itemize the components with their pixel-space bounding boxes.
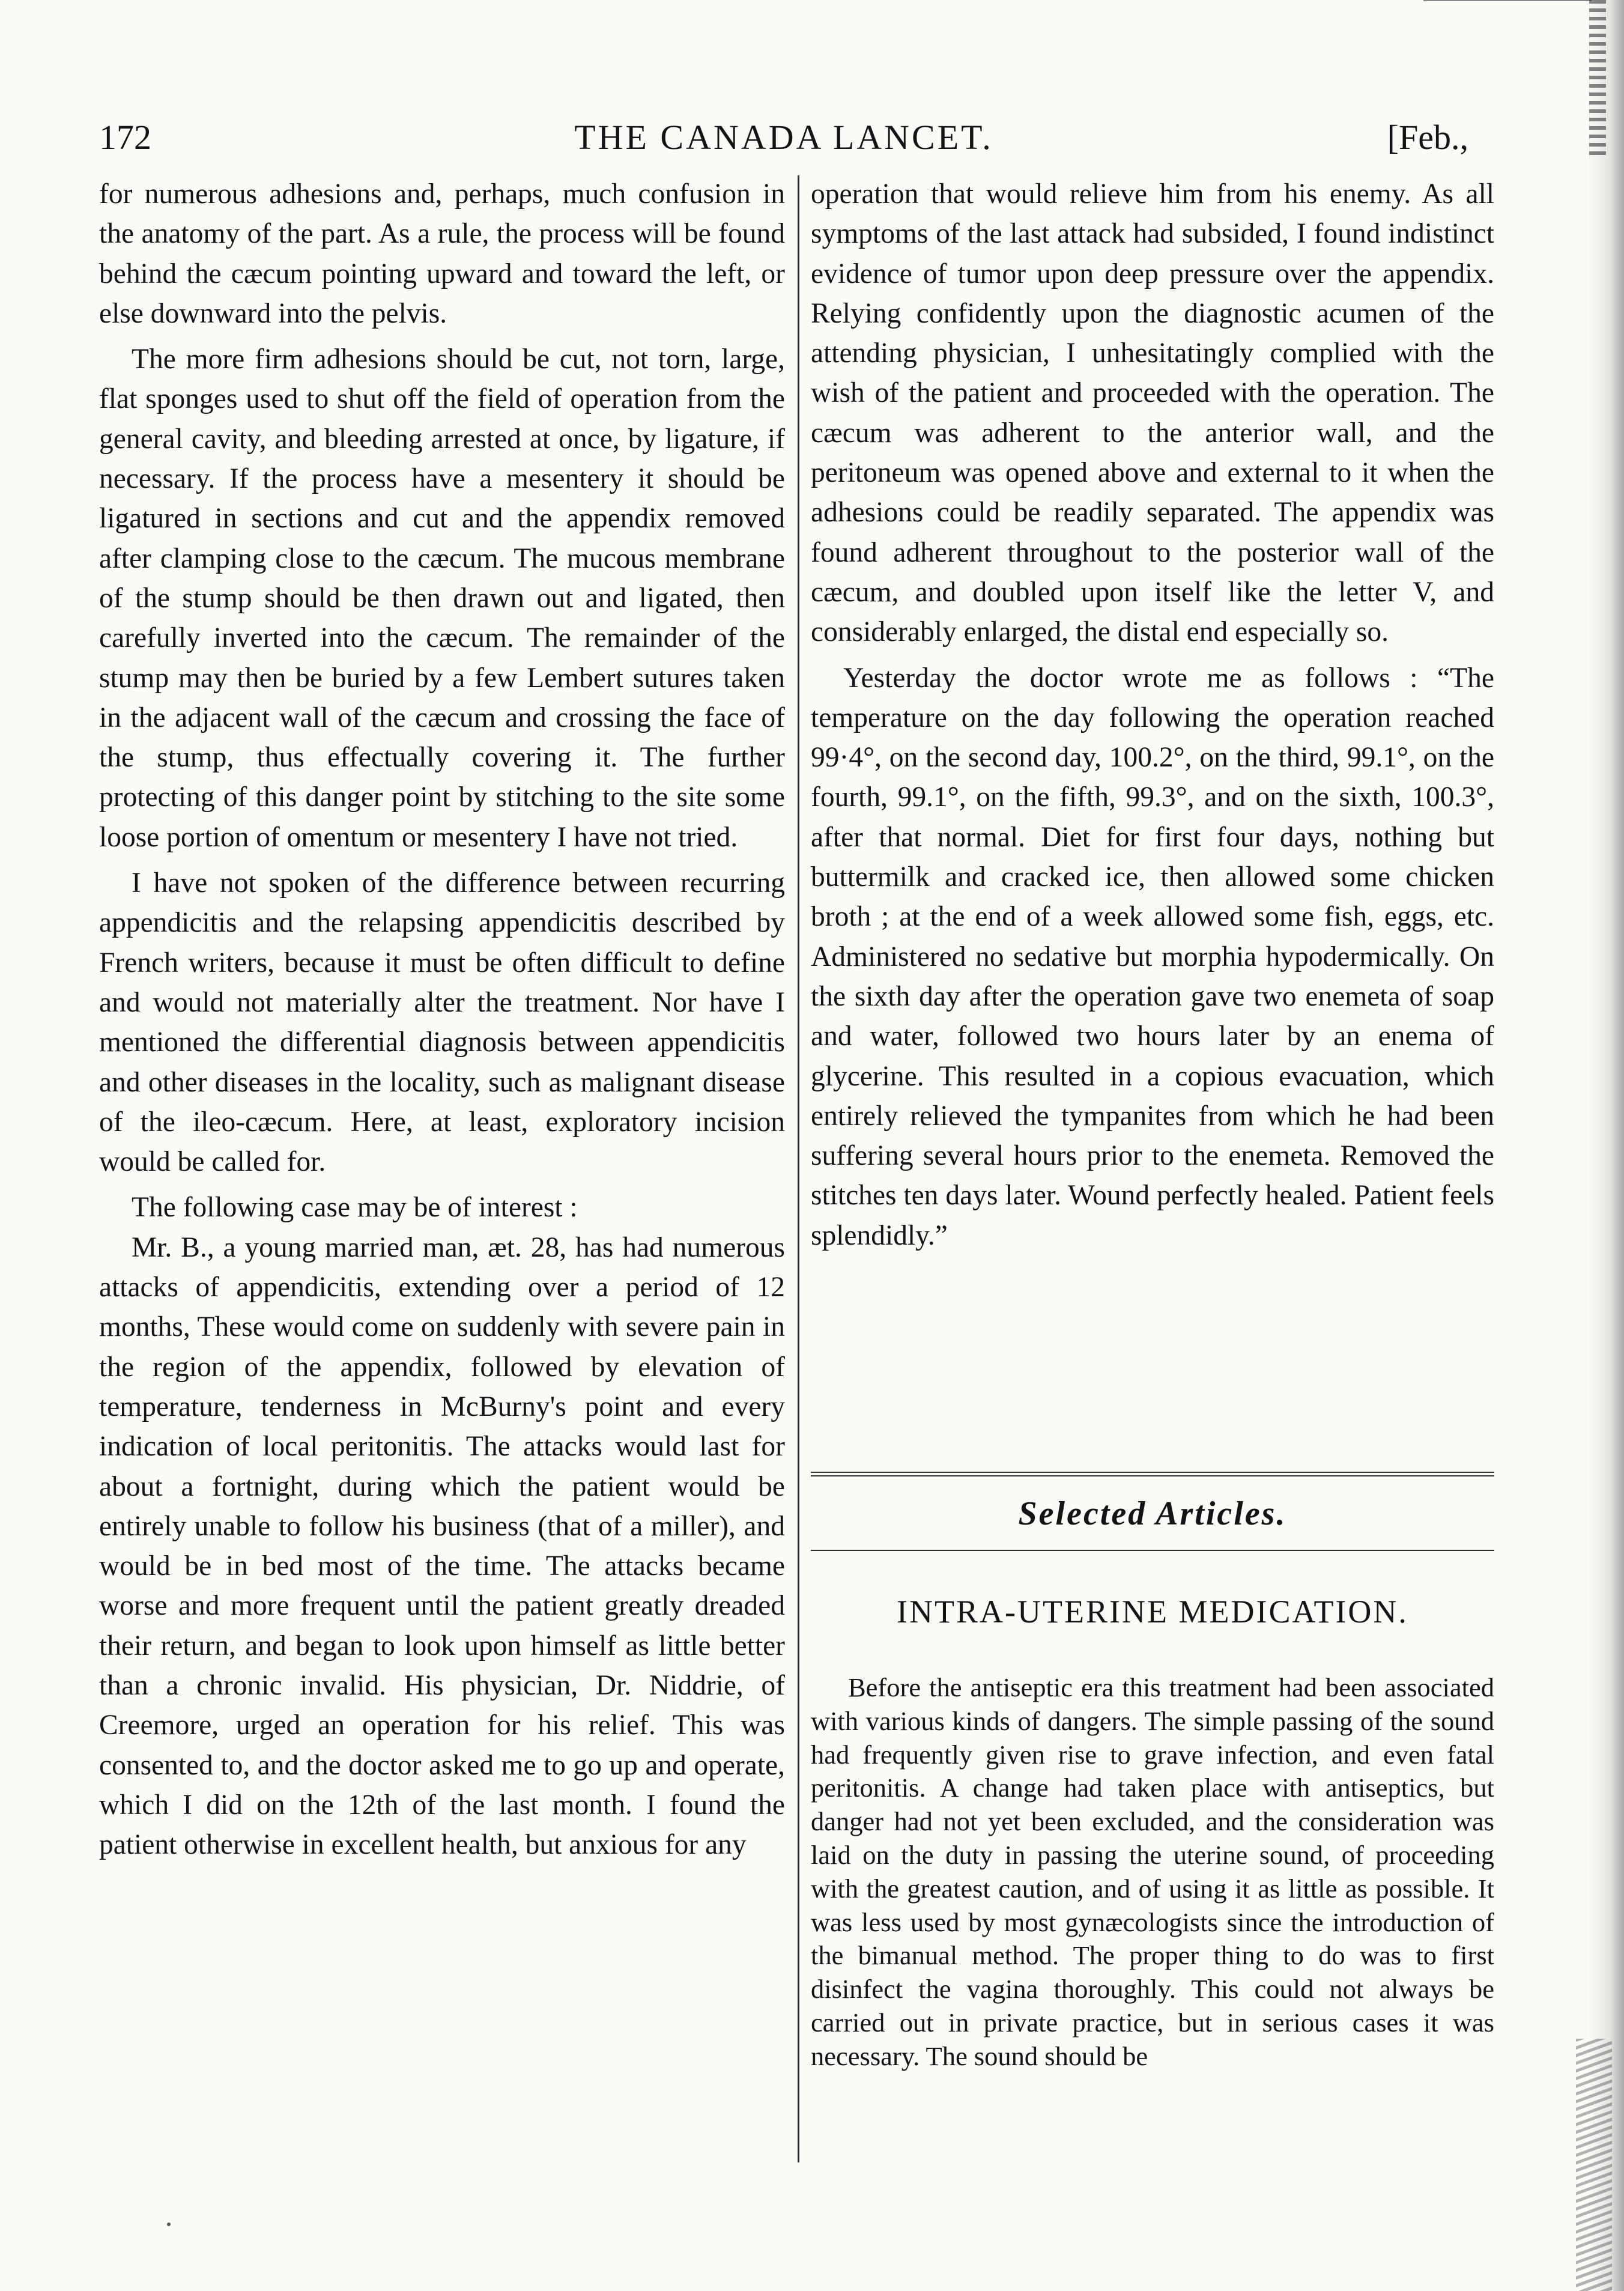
article-title: INTRA-UTERINE MEDICATION. (897, 1594, 1408, 1630)
journal-title: THE CANADA LANCET. (574, 118, 993, 157)
right-column (811, 174, 1494, 1255)
page-edge-marks-bottom (1576, 2039, 1612, 2291)
article-body (811, 1671, 1494, 2074)
page-number: 172 (99, 118, 151, 157)
paragraph: Yesterday the doctor wrote me as follows : “The temperature on the day following the operation reached 99·4°, on the second day, 100.2°, on the third, 99.1°, on the fourth, 99.1°, on the fifth, 99.3°, and on the sixth, 100.3°, after that normal. Diet for first four days, nothing but buttermilk and cracked ice, then allowed some chicken broth ; at the end of a week allowed some fish, eggs, etc. Administered no sedative but morphia hypodermically. On the sixth day after the operation gave two enemeta of soap and water, followed two hours later by an enema of glycerine. This resulted in a copious evacuation, which entirely relieved the tympanites from which he had been suffering several hours prior to the enemeta. Removed the stitches ten days later. Wound perfectly healed. Patient feels splendidly.” (811, 662, 1494, 1251)
paragraph: I have not spoken of the difference between recurring appendicitis and the relapsing appendicitis described by French writers, because it must be often difficult to define and would not materially alter the treatment. Nor have I mentioned the differential diagnosis between appendicitis and other diseases in the locality, such as malignant disease of the ileo-cæcum. Here, at least, exploratory incision would be called for. (99, 867, 785, 1178)
paragraph: Mr. B., a young married man, æt. 28, has had numerous attacks of appendicitis, extending over a period of 12 months, These would come on suddenly with severe pain in the region of the appendix, followed by elevation of temperature, tenderness in McBurny's point and every indication of local peritonitis. The attacks would last for about a fortnight, during which the patient would be entirely unable to follow his business (that of a miller), and would be in bed most of the time. The attacks became worse and more frequent until the patient greatly dreaded their return, and began to look upon himself as little better than a chronic invalid. His physician, Dr. Niddrie, of Creemore, urged an operation for his relief. This was consented to, and the doctor asked me to go up and operate, which I did on the 12th of the last month. I found the patient otherwise in excellent health, but anxious for any (99, 1231, 785, 1861)
section-rule-bottom (811, 1550, 1494, 1551)
paragraph: operation that would relieve him from his enemy. As all symptoms of the last attack had subsided, I found indistinct evidence of tumor upon deep pressure over the appendix. Relying confidently upon the diagnostic acumen of the attending physician, I unhesitatingly complied with the wish of the patient and proceeded with the operation. The cæcum was adherent to the anterior wall, and the peritoneum was opened above and external to it when the adhesions could be readily separated. The appendix was found adherent throughout to the posterior wall of the cæcum, and doubled upon itself like the letter V, and considerably enlarged, the distal end especially so. (811, 178, 1494, 648)
paragraph: for numerous adhesions and, perhaps, much confusion in the anatomy of the part. As a rule, the process will be found behind the cæcum pointing upward and toward the left, or else downward into the pelvis. (99, 178, 785, 329)
page-edge-marks-top (1589, 0, 1606, 156)
paragraph: Before the antiseptic era this treatment had been associated with various kinds of dangers. The simple passing of the sound had frequently given rise to grave infection, and even fatal peritonitis. A change had taken place with antiseptics, but danger had not yet been excluded, and the consideration was laid on the duty in passing the uterine sound, of proceeding with the greatest caution, and of using it as little as possible. It was less used by most gynæcologists since the introduction of the bimanual method. The proper thing to do was to first disinfect the vagina thoroughly. This could not always be carried out in private practice, but in serious cases it was necessary. The sound should be (811, 1672, 1494, 2071)
issue-month: [Feb., (1387, 118, 1468, 157)
page-edge-shadow (1588, 0, 1624, 2291)
left-column (99, 174, 785, 1865)
column-divider (798, 175, 799, 2162)
print-speck (167, 2223, 171, 2226)
running-head (99, 117, 1468, 165)
paragraph: The more firm adhesions should be cut, not torn, large, flat sponges used to shut off the field of operation from the general cavity, and bleeding arrested at once, by ligature, if necessary. If the process have a mesentery it should be ligatured in sections and cut and the appendix removed after clamping close to the cæcum. The mucous membrane of the stump should be then drawn out and ligated, then carefully inverted into the cæcum. The remainder of the stump may then be buried by a few Lembert sutures taken in the adjacent wall of the cæcum and crossing the face of the stump, thus effectually covering it. The further protecting of this danger point by stitching to the site some loose portion of omentum or mesentery I have not tried. (99, 344, 785, 853)
section-heading: Selected Articles. (1018, 1495, 1287, 1532)
paragraph: The following case may be of interest : (132, 1192, 578, 1224)
section-rule-top (811, 1472, 1494, 1476)
selected-articles-section (811, 1472, 1494, 2074)
top-edge-rule (1423, 0, 1592, 1)
